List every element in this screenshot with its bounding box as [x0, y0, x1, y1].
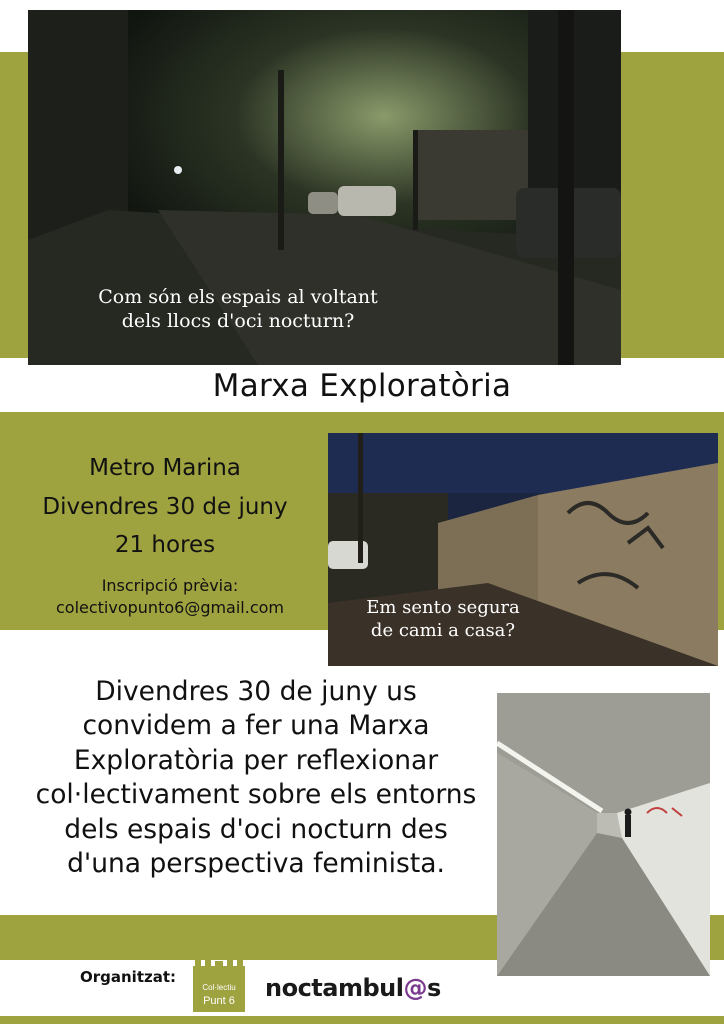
organized-by-label: Organitzat: — [80, 968, 177, 986]
footer-stripe — [0, 1016, 724, 1024]
night-street-photo — [28, 10, 621, 365]
svg-text:Col·lectiu: Col·lectiu — [202, 983, 236, 992]
invitation-line: Exploratòria per reflexionar — [73, 744, 439, 776]
punt6-logo — [193, 958, 245, 1012]
invitation-text — [26, 675, 486, 882]
invitation-line: d'una perspectiva feminista. — [67, 848, 445, 880]
registration-label: Inscripció prèvia: — [101, 576, 239, 595]
at-symbol: @ — [403, 974, 427, 1002]
photo2-caption — [353, 597, 533, 642]
registration-email: colectivopunto6@gmail.com — [55, 598, 285, 617]
photo2-caption-line-2: de cami a casa? — [370, 619, 516, 641]
photo1-caption-line-1: Com són els espais al voltant — [98, 286, 378, 308]
noctambulas-logo — [265, 974, 441, 1002]
invitation-line: Divendres 30 de juny us — [95, 676, 417, 707]
tunnel-photo — [497, 693, 710, 976]
noct-text-b: s — [426, 974, 441, 1002]
graffiti-wall-photo — [328, 433, 718, 666]
photo1-caption-line-2: dels llocs d'oci nocturn? — [121, 309, 355, 332]
photo1-caption — [68, 286, 408, 334]
noct-text-a: noctambul — [265, 974, 404, 1002]
invitation-line: col·lectivament sobre els entorns — [35, 779, 477, 811]
page-title: Marxa Exploratòria — [212, 368, 512, 404]
invitation-line: dels espais d'oci nocturn des — [64, 813, 448, 845]
photo2-caption-line-1: Em sento segura — [366, 597, 520, 618]
svg-text:Punt 6: Punt 6 — [203, 995, 235, 1007]
event-place: Metro Marina — [89, 455, 241, 481]
event-time: 21 hores — [114, 532, 216, 558]
invitation-line: convidem a fer una Marxa — [82, 710, 430, 742]
event-date: Divendres 30 de juny — [42, 494, 288, 520]
